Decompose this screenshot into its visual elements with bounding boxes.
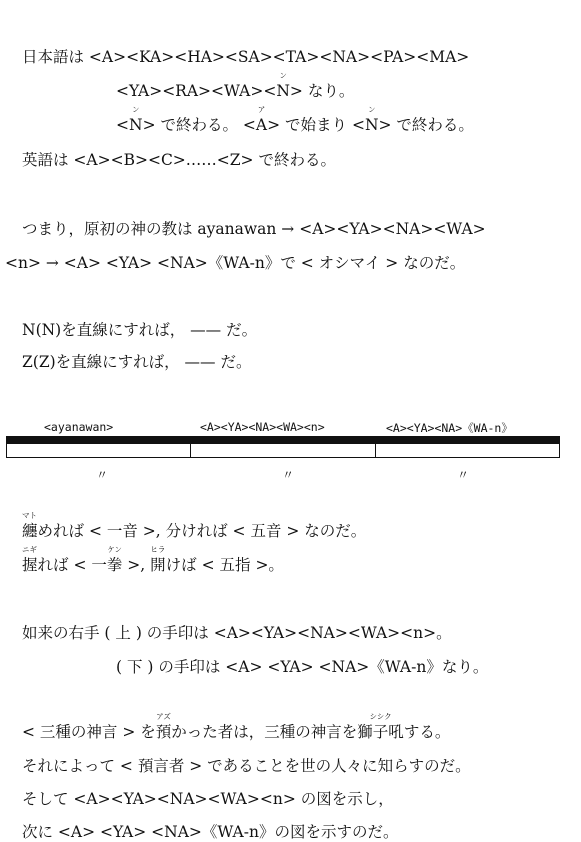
furigana: ケン (107, 545, 122, 554)
ruby-kanji (150, 545, 166, 575)
ruby-base: N (276, 82, 290, 100)
text-line-n-straight: N(N)を直線にすれば， —— だ。 (22, 321, 258, 339)
ruby-base: 開 (150, 556, 166, 574)
text-seg: する。 (403, 723, 451, 741)
furigana: マト (22, 511, 37, 520)
text-seg: れば < 一 (37, 556, 107, 574)
figure-segmented-bar (6, 443, 560, 458)
text-line-one-sound (22, 511, 367, 541)
text-line-ayanawan: つまり，原初の神の教は ayanawan → <A><YA><NA><WA> (22, 220, 486, 238)
text-line-show-figure-next: 次に <A> <YA> <NA>《WA-n》の図を示すのだ。 (22, 823, 399, 841)
ruby-n (129, 105, 143, 135)
figure-label-wa-n-separate: <A><YA><NA><WA><n> (200, 420, 325, 434)
text-seg: めれば < 一音 >, 分ければ < 五音 > なのだ。 (37, 522, 367, 540)
ruby-base: 預 (155, 723, 172, 741)
ruby-n (364, 105, 379, 135)
furigana: アズ (156, 712, 171, 721)
ruby-base: 纏 (22, 522, 38, 540)
text-line-one-fist (22, 545, 284, 575)
furigana: ン (132, 105, 140, 114)
text-line-z-straight: Z(Z)を直線にすれば， —— だ。 (22, 353, 252, 371)
text-seg: > で終わる。 (378, 116, 474, 134)
ruby-base: N (129, 116, 143, 134)
furigana: ン (279, 71, 287, 80)
furigana: ン (367, 105, 376, 114)
figure-label-wa-n-joined: <A><YA><NA>《WA-n》 (386, 421, 513, 435)
ruby-kanji (155, 712, 172, 742)
ditto-mark: 〃 (282, 468, 295, 482)
ruby-base: 握 (22, 556, 38, 574)
text-line-show-figure: そして <A><YA><NA><WA><n> の図を示し， (22, 790, 394, 808)
ruby-kanji (106, 545, 123, 575)
text-line-three-words (22, 712, 451, 742)
text-seg: > で終わる。 < (142, 116, 256, 134)
ditto-mark: 〃 (96, 468, 109, 482)
figure-cell (7, 443, 191, 457)
text-line-japanese: 日本語は <A><KA><HA><SA><TA><NA><PA><MA> (22, 48, 470, 66)
furigana: ニギ (22, 545, 37, 554)
ruby-kanji (357, 712, 404, 742)
figure-cell (191, 443, 375, 457)
ruby-kanji (22, 511, 38, 541)
ruby-n (276, 71, 290, 101)
text-seg: < 三種の神言 > を (22, 723, 156, 741)
ruby-base: N (364, 116, 379, 134)
furigana: シシク (369, 712, 392, 721)
text-seg: > なり。 (289, 82, 355, 100)
figure-labels (0, 420, 581, 436)
text-line-english: 英語は <A><B><C>……<Z> で終わる。 (22, 151, 336, 169)
figure-label-ayanawan: <ayanawan> (44, 420, 114, 434)
furigana: ヒラ (150, 545, 166, 554)
text-line-ending (116, 105, 474, 135)
text-line-ayanawan-cont: <n> → <A> <YA> <NA>《WA-n》で < オシマイ > なのだ。 (5, 254, 466, 272)
text-seg: >, (122, 556, 151, 574)
text-seg: <YA><RA><WA>< (116, 82, 277, 100)
furigana: ア (257, 105, 266, 114)
text-line-prophet: それによって < 預言者 > であることを世の人々に知らすのだ。 (22, 757, 471, 775)
text-seg: < (116, 116, 129, 134)
ruby-base: 獅子吼 (357, 723, 404, 741)
figure-cell (376, 443, 559, 457)
text-line-right-hand-lower: ( 下 ) の手印は <A> <YA> <NA>《WA-n》なり。 (116, 658, 489, 676)
text-seg: けば < 五指 >。 (165, 556, 284, 574)
ruby-a (255, 105, 268, 135)
text-line-japanese-cont (116, 71, 355, 101)
ruby-kanji (22, 545, 38, 575)
ruby-base: 拳 (106, 556, 123, 574)
ruby-base: A (255, 116, 268, 134)
ditto-mark: 〃 (457, 468, 470, 482)
text-seg: > で始まり < (267, 116, 365, 134)
text-line-right-hand-upper: 如来の右手 ( 上 ) の手印は <A><YA><NA><WA><n>。 (22, 624, 452, 642)
text-seg: かった者は，三種の神言を (171, 723, 358, 741)
